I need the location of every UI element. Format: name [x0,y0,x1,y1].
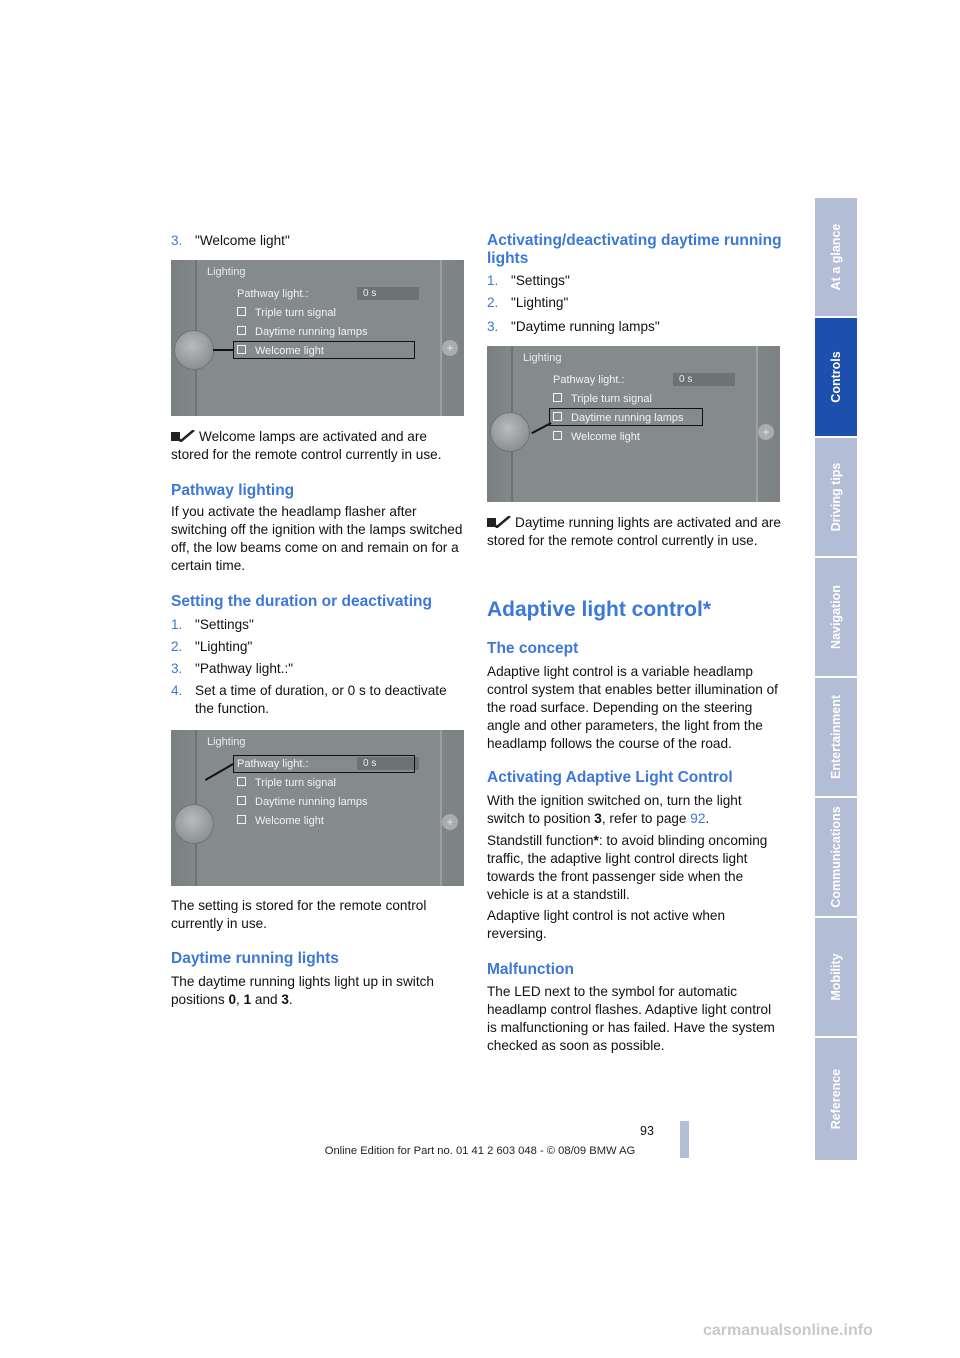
tab-communications[interactable]: Communications [815,798,857,918]
chapter-tabs [815,198,857,1160]
heading-activating-alc: Activating Adaptive Light Control [487,769,733,786]
screen-row-daytime: Daytime running lamps [237,325,368,339]
controller-knob [174,330,214,370]
screenshot-welcome-light [171,260,464,416]
screen-row-triple: Triple turn signal [237,306,336,320]
daytime-text: The daytime running lights light up in switch positions 0, 1 and 3. [171,974,434,1007]
tab-mobility[interactable]: Mobility [815,918,857,1038]
tab-entertainment[interactable]: Entertainment [815,678,857,798]
checkbox-icon [237,777,246,786]
alc-text: With the ignition switched on, turn the light switch to position 3, refer to page 92. [487,793,742,826]
standstill-text: Standstill function*: to avoid blinding oncoming traffic, the adaptive light control directs light towards the front passenger side when the vehicle is at a standstill. [487,833,768,902]
duration-step-2: 2. "Lighting" [171,639,253,654]
controller-knob [490,412,530,452]
screen-row-welcome: Welcome light [237,344,324,358]
heading-activating-daytime: Activating/deactivating daytime running lights [487,232,782,267]
selection-line [213,349,233,351]
setting-stored-text: The setting is stored for the remote control currently in use. [171,898,427,931]
tab-driving-tips[interactable]: Driving tips [815,438,857,558]
concept-text: Adaptive light control is a variable headlamp control system that enables better illumination of the road surface. Depending on the steering angle and other parameters, the light from the headlamp follows the course of the road. [487,664,778,751]
duration-step-3: 3. "Pathway light.:" [171,661,294,676]
screenshot-daytime-running-lamps [487,346,780,502]
pathway-text: If you activate the headlamp flasher after switching off the ignition with the lamps switched off, the low beams come on and remain on for a certain time. [171,504,463,573]
checkbox-icon [237,307,246,316]
heading-duration: Setting the duration or deactivating [171,593,432,610]
screen-title: Lighting [523,352,562,364]
checkbox-icon [237,815,246,824]
pathway-field: 0 s [357,757,419,770]
footer-edition: Online Edition for Part no. 01 41 2 603 048 - © 08/09 BMW AG [324,1145,636,1157]
optional-equipment-star: * [593,833,599,848]
step-number: 3. [171,233,183,248]
heading-daytime-running-lights: Daytime running lights [171,950,339,967]
heading-the-concept: The concept [487,640,579,657]
screen-row-welcome: Welcome light [237,814,324,828]
tab-controls[interactable]: Controls [815,318,857,438]
selection-frame [549,408,703,426]
pathway-field: 0 s [357,287,419,300]
daytime-note: Daytime running lights are activated and are stored for the remote control currently in use. [487,515,781,548]
page-number: 93 [640,1124,654,1138]
checkbox-icon [553,431,562,440]
pathway-field: 0 s [673,373,735,386]
step-text: "Welcome light" [195,233,290,248]
tab-at-a-glance[interactable]: At a glance [815,198,857,318]
checkmark-icon [171,430,195,442]
checkbox-icon [553,393,562,402]
screen-row-pathway: Pathway light.: [237,288,309,300]
screen-row-welcome: Welcome light [553,430,640,444]
tab-navigation[interactable]: Navigation [815,558,857,678]
plus-icon: + [442,340,458,356]
heading-malfunction: Malfunction [487,961,574,978]
screen-row-triple: Triple turn signal [237,776,336,790]
duration-step-4: 4. Set a time of duration, or 0 s to deactivate the function. [171,683,447,716]
selection-frame [233,755,415,773]
screen-row-pathway: Pathway light.: [553,374,625,386]
screen-row-pathway: Pathway light.: [237,758,309,770]
daytime-step-2: 2. "Lighting" [487,295,569,310]
screen-row-triple: Triple turn signal [553,392,652,406]
screen-row-daytime: Daytime running lamps [553,411,684,425]
welcome-note: Welcome lamps are activated and are stored for the remote control currently in use. [171,429,442,462]
screen-row-daytime: Daytime running lamps [237,795,368,809]
daytime-step-1: 1. "Settings" [487,273,570,288]
screen-title: Lighting [207,266,246,278]
controller-knob [174,804,214,844]
daytime-step-3: 3. "Daytime running lamps" [487,319,660,334]
malfunction-text: The LED next to the symbol for automatic headlamp control flashes. Adaptive light control is malfunctioning or has failed. Have the system checked as soon as possible. [487,984,775,1053]
selection-frame [233,341,415,359]
checkbox-icon [237,796,246,805]
heading-adaptive-light-control: Adaptive light control* [487,598,712,621]
plus-icon: + [758,424,774,440]
duration-step-1: 1. "Settings" [171,617,254,632]
screen-title: Lighting [207,736,246,748]
checkbox-icon [237,326,246,335]
watermark: carmanualsonline.info [703,1322,873,1339]
reversing-text: Adaptive light control is not active when reversing. [487,908,726,941]
plus-icon: + [442,814,458,830]
tab-reference[interactable]: Reference [815,1038,857,1162]
checkmark-icon [487,516,511,528]
step-3 [171,232,290,250]
page-link[interactable]: 92 [690,811,706,826]
heading-pathway-lighting: Pathway lighting [171,482,295,499]
screenshot-pathway-light [171,730,464,886]
